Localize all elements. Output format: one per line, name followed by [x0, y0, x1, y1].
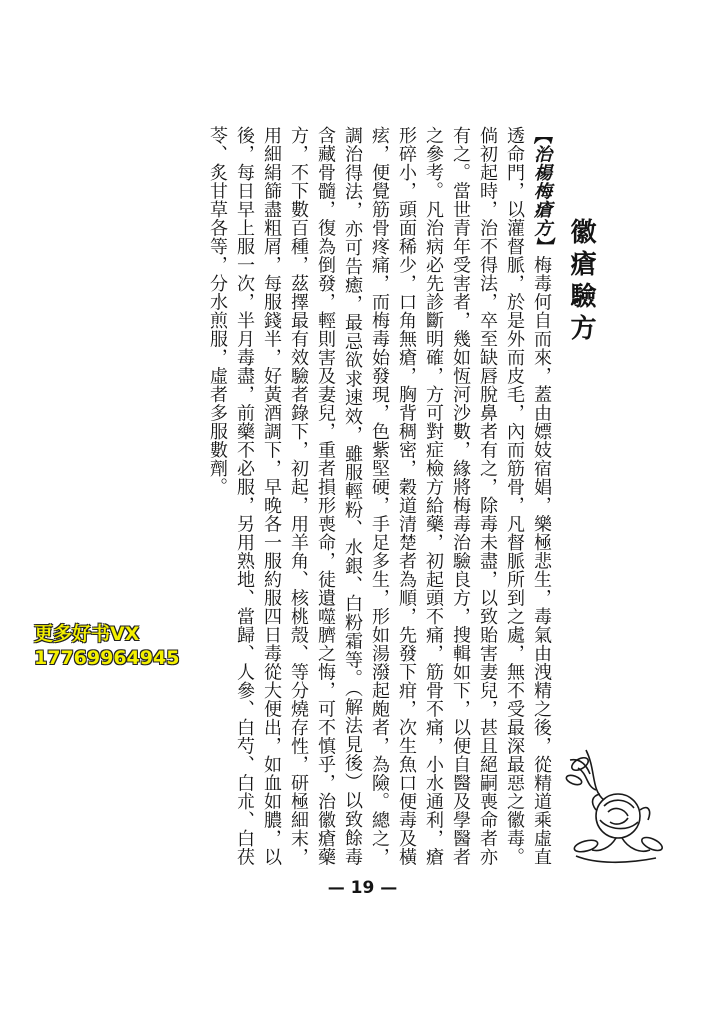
prescription-heading: 【治楊梅瘡方】 — [531, 126, 552, 256]
watermark-line-2: 17769964945 — [34, 647, 180, 669]
prescription-body: 梅毒何自而來，蓋由嫖妓宿娼，樂極悲生，毒氣由洩精之後，從精道乘虛直透命門，以灌督脈，於是外而皮毛，內而筋骨，凡督脈所到之處，無不受最深最惡之徽毒。倘初起時，治不得法，卒至缺唇脫鼻者有之，除毒未盡，以致貽害妻兒，甚且絕嗣喪命者亦有之。當世青年受害者，幾如恆河沙數，緣將梅毒治驗良方，搜輯如下，以便自醫及學醫者之參考。凡治病必先診斷明確，方可對症檢方給藥，初起頭不痛，筋骨不痛，小水通利，瘡形碎小，頭面稀少，口角無瘡，胸背稠密，穀道清楚者為順，先發下疳，次生魚口便毒及橫痃，便覺筋骨疼痛，而梅毒始發現，色紫堅硬，手足多生，形如湯潑起皰者，為險。總之，調治得法，亦可告癒，最忌欲求速效，雖服輕粉、水銀、白粉霜等。（解法見後）以致餘毒含藏骨髓，復為倒發，輕則害及妻兒，重者損形喪命，徒遺噬臍之悔，可不慎乎，治徽瘡藥方，不下數百種，茲擇最有效驗者錄下，初起，用羊角、核桃殼、等分燒存性，研極細末，用細絹篩盡粗屑，每服錢半，好黃酒調下，早晚各一服約服四日毒從大便出，如血如膿，以後，每日早上服一次，半月毒盡，前藥不必服，另用熟地、當歸、人參、白芍、白朮、白茯苓、炙甘草各等，分水煎服，虛者多服數劑。 — [207, 126, 552, 866]
page-number: — 19 — — [327, 878, 398, 898]
flower-illustration — [556, 740, 668, 868]
watermark-line-1: 更多好书VX — [34, 623, 140, 645]
page-title: 徽瘡驗方 — [566, 218, 596, 346]
body-text — [145, 126, 555, 866]
watermark — [34, 622, 179, 670]
